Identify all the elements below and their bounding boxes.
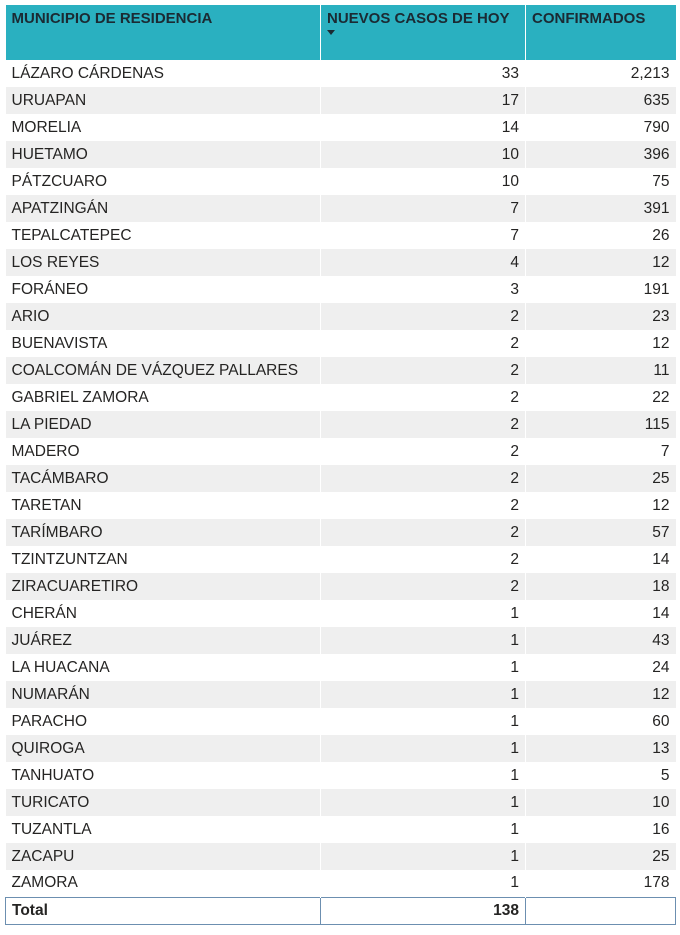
column-header-confirmados-label: CONFIRMADOS — [532, 10, 646, 27]
cell-municipio: MORELIA — [6, 114, 321, 141]
cell-confirmados: 25 — [526, 465, 676, 492]
cell-confirmados: 24 — [526, 654, 676, 681]
table-body — [6, 60, 676, 897]
cell-confirmados: 18 — [526, 573, 676, 600]
cell-nuevos: 1 — [321, 789, 526, 816]
cell-nuevos: 7 — [321, 222, 526, 249]
cell-municipio: LA HUACANA — [6, 654, 321, 681]
column-header-confirmados[interactable] — [526, 5, 676, 60]
cell-nuevos: 1 — [321, 708, 526, 735]
cell-confirmados: 60 — [526, 708, 676, 735]
cell-municipio: TANHUATO — [6, 762, 321, 789]
cell-municipio: PÁTZCUARO — [6, 168, 321, 195]
total-row — [6, 897, 676, 924]
cell-nuevos: 2 — [321, 411, 526, 438]
cell-nuevos: 2 — [321, 438, 526, 465]
cell-nuevos: 2 — [321, 330, 526, 357]
cell-confirmados: 23 — [526, 303, 676, 330]
cell-nuevos: 1 — [321, 600, 526, 627]
cell-confirmados: 391 — [526, 195, 676, 222]
table-row[interactable] — [6, 87, 676, 114]
cell-confirmados: 16 — [526, 816, 676, 843]
cell-municipio: ZAMORA — [6, 870, 321, 897]
cell-confirmados: 12 — [526, 681, 676, 708]
cell-municipio: APATZINGÁN — [6, 195, 321, 222]
table-row[interactable] — [6, 816, 676, 843]
cell-municipio: ARIO — [6, 303, 321, 330]
table-row[interactable] — [6, 357, 676, 384]
cell-municipio: TACÁMBARO — [6, 465, 321, 492]
cell-confirmados: 10 — [526, 789, 676, 816]
cell-nuevos: 2 — [321, 465, 526, 492]
table-row[interactable] — [6, 195, 676, 222]
cell-nuevos: 2 — [321, 519, 526, 546]
cases-table — [5, 5, 676, 925]
column-header-municipio[interactable] — [6, 5, 321, 60]
table-row[interactable] — [6, 492, 676, 519]
cell-municipio: FORÁNEO — [6, 276, 321, 303]
cell-nuevos: 2 — [321, 492, 526, 519]
cell-confirmados: 57 — [526, 519, 676, 546]
cell-nuevos: 7 — [321, 195, 526, 222]
cell-confirmados: 14 — [526, 546, 676, 573]
cell-nuevos: 1 — [321, 870, 526, 897]
cell-nuevos: 1 — [321, 762, 526, 789]
cell-nuevos: 1 — [321, 843, 526, 870]
table-row[interactable] — [6, 384, 676, 411]
total-label: Total — [6, 897, 321, 924]
cases-table-visual — [5, 5, 675, 925]
cell-nuevos: 10 — [321, 168, 526, 195]
cell-confirmados: 14 — [526, 600, 676, 627]
cell-confirmados: 25 — [526, 843, 676, 870]
cell-confirmados: 178 — [526, 870, 676, 897]
cell-municipio: HUETAMO — [6, 141, 321, 168]
cell-municipio: TURICATO — [6, 789, 321, 816]
cell-nuevos: 2 — [321, 546, 526, 573]
table-row[interactable] — [6, 411, 676, 438]
table-row[interactable] — [6, 141, 676, 168]
cell-municipio: NUMARÁN — [6, 681, 321, 708]
table-row[interactable] — [6, 573, 676, 600]
table-row[interactable] — [6, 438, 676, 465]
column-header-municipio-label: MUNICIPIO DE RESIDENCIA — [11, 10, 213, 27]
cell-municipio: TEPALCATEPEC — [6, 222, 321, 249]
cell-municipio: JUÁREZ — [6, 627, 321, 654]
cell-municipio: LA PIEDAD — [6, 411, 321, 438]
table-row[interactable] — [6, 249, 676, 276]
total-confirmados — [526, 897, 676, 924]
cell-municipio: BUENAVISTA — [6, 330, 321, 357]
cell-nuevos: 1 — [321, 816, 526, 843]
cell-municipio: TARETAN — [6, 492, 321, 519]
table-row[interactable] — [6, 870, 676, 897]
table-row[interactable] — [6, 465, 676, 492]
table-row[interactable] — [6, 789, 676, 816]
cell-confirmados: 7 — [526, 438, 676, 465]
cell-nuevos: 1 — [321, 654, 526, 681]
cell-confirmados: 115 — [526, 411, 676, 438]
total-nuevos: 138 — [321, 897, 526, 924]
cell-nuevos: 17 — [321, 87, 526, 114]
table-row[interactable] — [6, 519, 676, 546]
table-row[interactable] — [6, 681, 676, 708]
cell-confirmados: 2,213 — [526, 60, 676, 87]
cell-municipio: LÁZARO CÁRDENAS — [6, 60, 321, 87]
table-row[interactable] — [6, 654, 676, 681]
table-row[interactable] — [6, 222, 676, 249]
cell-confirmados: 5 — [526, 762, 676, 789]
cell-municipio: TARÍMBARO — [6, 519, 321, 546]
sort-descending-icon[interactable] — [327, 30, 335, 35]
cell-nuevos: 1 — [321, 627, 526, 654]
cell-nuevos: 14 — [321, 114, 526, 141]
cell-municipio: ZACAPU — [6, 843, 321, 870]
table-row[interactable] — [6, 114, 676, 141]
table-row[interactable] — [6, 330, 676, 357]
cell-municipio: COALCOMÁN DE VÁZQUEZ PALLARES — [6, 357, 321, 384]
column-header-nuevos-label: NUEVOS CASOS DE HOY — [327, 10, 510, 27]
table-row[interactable] — [6, 627, 676, 654]
table-row[interactable] — [6, 708, 676, 735]
cell-confirmados: 22 — [526, 384, 676, 411]
cell-municipio: TZINTZUNTZAN — [6, 546, 321, 573]
column-header-nuevos[interactable] — [321, 5, 526, 60]
table-row[interactable] — [6, 276, 676, 303]
cell-municipio: CHERÁN — [6, 600, 321, 627]
cell-nuevos: 4 — [321, 249, 526, 276]
table-row[interactable] — [6, 303, 676, 330]
cell-confirmados: 11 — [526, 357, 676, 384]
cell-confirmados: 191 — [526, 276, 676, 303]
table-row[interactable] — [6, 762, 676, 789]
cell-nuevos: 33 — [321, 60, 526, 87]
cell-nuevos: 2 — [321, 384, 526, 411]
cell-municipio: GABRIEL ZAMORA — [6, 384, 321, 411]
cell-municipio: URUAPAN — [6, 87, 321, 114]
cell-nuevos: 1 — [321, 681, 526, 708]
cell-confirmados: 790 — [526, 114, 676, 141]
cell-nuevos: 10 — [321, 141, 526, 168]
cell-confirmados: 75 — [526, 168, 676, 195]
cell-nuevos: 3 — [321, 276, 526, 303]
table-row[interactable] — [6, 546, 676, 573]
table-header-row — [6, 5, 676, 60]
cell-nuevos: 1 — [321, 735, 526, 762]
table-row[interactable] — [6, 168, 676, 195]
cell-nuevos: 2 — [321, 573, 526, 600]
cell-municipio: LOS REYES — [6, 249, 321, 276]
cell-confirmados: 13 — [526, 735, 676, 762]
cell-confirmados: 635 — [526, 87, 676, 114]
cell-confirmados: 26 — [526, 222, 676, 249]
cell-confirmados: 12 — [526, 492, 676, 519]
cell-nuevos: 2 — [321, 357, 526, 384]
cell-municipio: TUZANTLA — [6, 816, 321, 843]
cell-confirmados: 43 — [526, 627, 676, 654]
table-row[interactable] — [6, 600, 676, 627]
cell-municipio: MADERO — [6, 438, 321, 465]
cell-confirmados: 396 — [526, 141, 676, 168]
table-row[interactable] — [6, 735, 676, 762]
table-row[interactable] — [6, 843, 676, 870]
cell-confirmados: 12 — [526, 249, 676, 276]
cell-confirmados: 12 — [526, 330, 676, 357]
cell-municipio: ZIRACUARETIRO — [6, 573, 321, 600]
cell-municipio: QUIROGA — [6, 735, 321, 762]
table-row[interactable] — [6, 60, 676, 87]
cell-nuevos: 2 — [321, 303, 526, 330]
cell-municipio: PARACHO — [6, 708, 321, 735]
